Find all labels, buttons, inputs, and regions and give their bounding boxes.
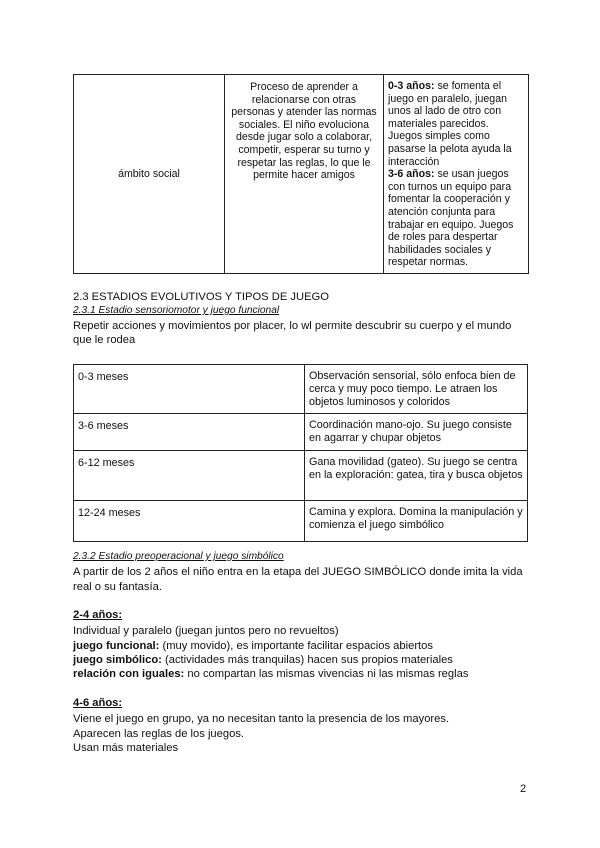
age-label: 3-6 años: xyxy=(388,168,435,181)
table-row xyxy=(74,365,528,414)
table-row xyxy=(74,413,528,450)
paragraph-line: Aparecen las reglas de los juegos. xyxy=(73,728,245,740)
paragraph-line xyxy=(73,640,433,653)
section-title: 2.3 ESTADIOS EVOLUTIVOS Y TIPOS DE JUEGO xyxy=(73,291,329,303)
subsection-heading: 2.3.1 Estadio sensoriomotor y juego funcional xyxy=(73,305,280,316)
description-cell: Observación sensorial, sólo enfoca bien de cerca y muy poco tiempo. Le atraen los objetos luminosos y coloridos xyxy=(305,365,528,414)
social-scope-table xyxy=(73,74,529,274)
term-text: (actividades más tranquilas) hacen sus propios materiales xyxy=(161,654,453,666)
paragraph-line: que le rodea xyxy=(73,334,136,346)
page-number: 2 xyxy=(520,783,527,795)
description-cell: Coordinación mano-ojo. Su juego consiste en agarrar y chupar objetos xyxy=(305,413,528,450)
description-cell: Gana movilidad (gateo). Su juego se centra en la exploración: gatea, tira y busca objetos xyxy=(305,450,528,500)
age-cell: 6-12 meses xyxy=(74,450,305,500)
area-cell: ámbito social xyxy=(74,75,225,274)
paragraph-line: Usan más materiales xyxy=(73,742,179,754)
age-cell: 3-6 meses xyxy=(74,413,305,450)
age-heading xyxy=(73,609,122,622)
term-label: relación con iguales: xyxy=(73,668,185,680)
age-cell: 12-24 meses xyxy=(74,500,305,541)
sensorimotor-table xyxy=(73,364,528,542)
term-text: no compartan las mismas vivencias ni las mismas reglas xyxy=(184,668,469,680)
paragraph-line: A partir de los 2 años el niño entra en la etapa del JUEGO SIMBÓLICO donde imita la vida xyxy=(73,566,523,578)
term-text: (muy movido), es importante facilitar espacios abiertos xyxy=(159,640,433,652)
definition-cell: Proceso de aprender a relacionarse con otras personas y atender las normas sociales. El niño evoluciona desde jugar solo a colaborar, competir, esperar su turno y respetar las reglas, lo que le permite hacer amigos xyxy=(225,75,384,274)
paragraph-line: Viene el juego en grupo, ya no necesitan tanto la presencia de los mayores. xyxy=(73,713,450,725)
table-row xyxy=(74,450,528,500)
paragraph-line: real o su fantasía. xyxy=(73,581,162,593)
paragraph-line xyxy=(73,668,468,681)
table-row xyxy=(74,500,528,541)
paragraph-line: Repetir acciones y movimientos por placer, lo wl permite descubrir su cuerpo y el mundo xyxy=(73,320,512,332)
age-heading xyxy=(73,697,122,710)
table-row xyxy=(74,75,529,274)
age-cell: 0-3 meses xyxy=(74,365,305,414)
paragraph-line: Individual y paralelo (juegan juntos pero no revueltos) xyxy=(73,625,339,637)
age-heading-text: 4-6 años: xyxy=(73,697,123,709)
term-label: juego funcional: xyxy=(73,640,160,652)
term-label: juego simbólico: xyxy=(73,654,162,666)
subsection-heading: 2.3.2 Estadio preoperacional y juego simbólico xyxy=(73,551,284,562)
age-text: se usan juegos con turnos un equipo para fomentar la cooperación y atención conjunta para trabajar en equipo. Juegos de roles para despertar habilidades sociales y respetar normas. xyxy=(388,168,514,269)
age-stages-cell xyxy=(384,75,529,274)
description-cell: Camina y explora. Domina la manipulación y comienza el juego simbólico xyxy=(305,500,528,541)
age-text: se fomenta el juego en paralelo, juegan unos al lado de otro con materiales parecidos. Juegos simples como pasarse la pelota ayuda la interacción xyxy=(388,80,512,168)
age-heading-text: 2-4 años: xyxy=(73,609,123,621)
paragraph-line xyxy=(73,654,453,667)
age-label: 0-3 años: xyxy=(388,80,435,92)
